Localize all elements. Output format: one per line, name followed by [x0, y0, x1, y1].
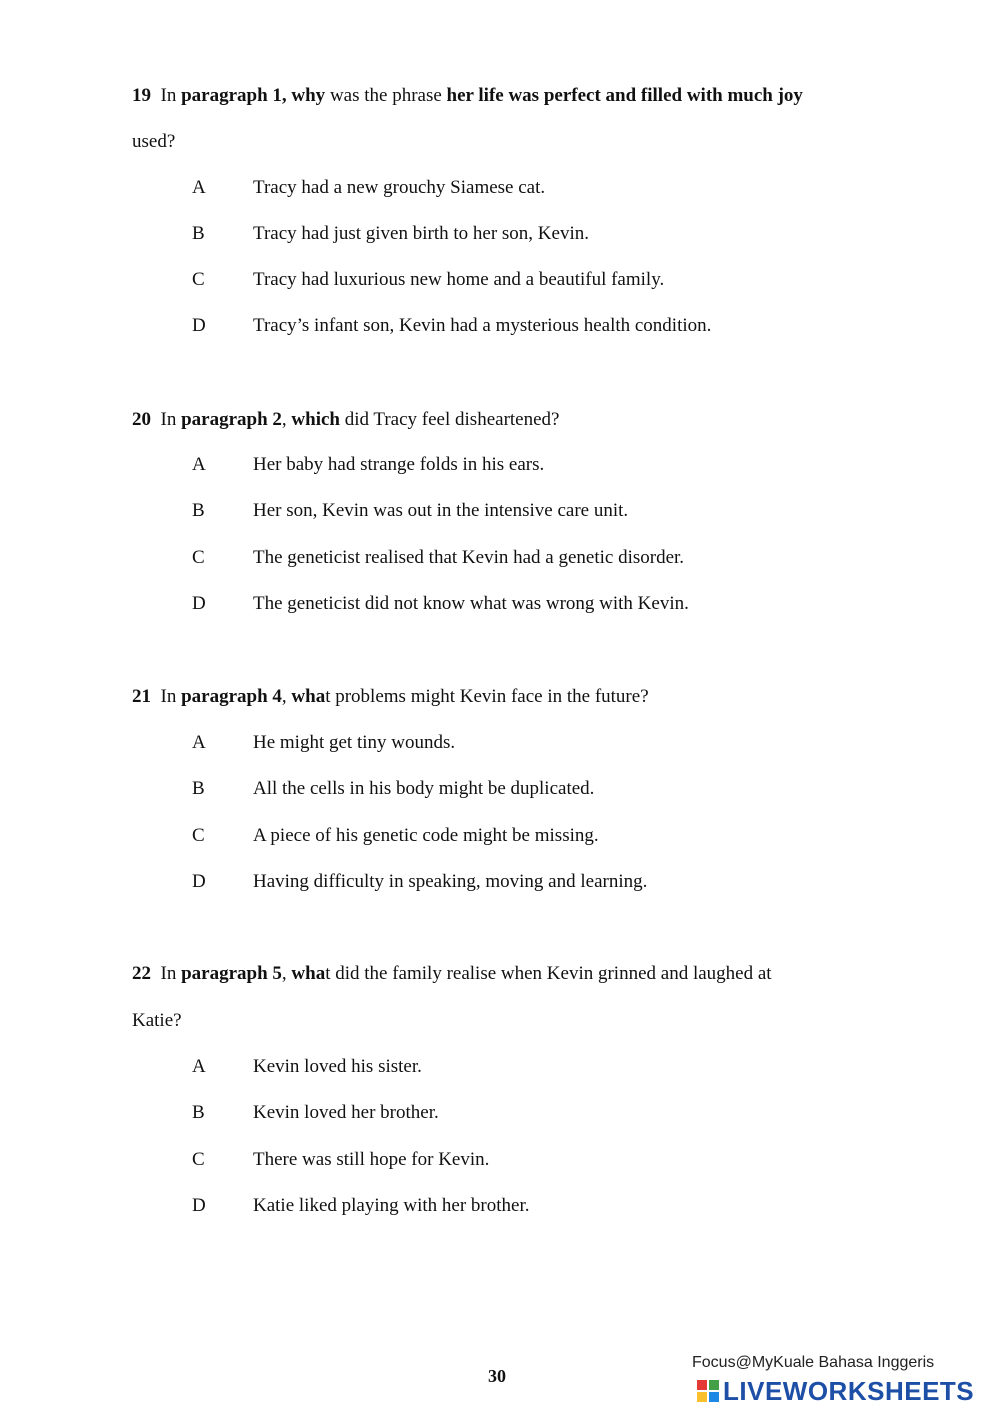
option-letter: A [192, 1056, 206, 1077]
liveworksheets-logo-icon [697, 1380, 719, 1402]
option-letter: B [192, 223, 205, 244]
question-bold-text: her life was perfect and filled with much joy [446, 85, 803, 106]
question-text: t problems might Kevin face in the future? [325, 686, 649, 707]
option-text: He might get tiny wounds. [253, 732, 456, 753]
option-text: A piece of his genetic code might be missing. [253, 825, 599, 846]
question-text: Katie? [132, 1010, 182, 1031]
option-text: All the cells in his body might be duplicated. [253, 778, 595, 799]
question-bold-text: wha [291, 686, 326, 707]
question-text: used? [132, 131, 176, 152]
question-text: In [160, 963, 182, 984]
option-letter: D [192, 1195, 206, 1216]
question-21-line-1 [132, 685, 649, 709]
option-letter: B [192, 1102, 205, 1123]
option-text: The geneticist did not know what was wrong with Kevin. [253, 593, 689, 614]
option-text: Tracy had luxurious new home and a beautiful family. [253, 269, 665, 290]
question-text: , [281, 686, 292, 707]
option-letter: D [192, 315, 206, 336]
question-number: 19 [132, 85, 151, 106]
option-text: Her son, Kevin was out in the intensive care unit. [253, 500, 629, 521]
question-22-line-2 [132, 1009, 182, 1033]
option-text: Tracy’s infant son, Kevin had a mysterious health condition. [253, 315, 712, 336]
question-bold-text: wha [291, 963, 326, 984]
question-22-line-1 [132, 962, 772, 986]
question-19-line-1 [132, 84, 803, 108]
option-letter: C [192, 1149, 205, 1170]
option-text: The geneticist realised that Kevin had a genetic disorder. [253, 547, 685, 568]
option-text: Tracy had a new grouchy Siamese cat. [253, 177, 546, 198]
option-letter: C [192, 825, 205, 846]
question-text: did Tracy feel disheartened? [339, 409, 560, 430]
option-text: Her baby had strange folds in his ears. [253, 454, 545, 475]
footer-credit: Focus@MyKuale Bahasa Inggeris [692, 1354, 935, 1371]
option-text: Having difficulty in speaking, moving and learning. [253, 871, 648, 892]
question-bold-text: paragraph 5 [181, 963, 282, 984]
question-text: In [160, 686, 182, 707]
option-letter: C [192, 547, 205, 568]
option-letter: D [192, 871, 206, 892]
option-letter: C [192, 269, 205, 290]
question-text: In [160, 409, 182, 430]
question-text: , [281, 963, 292, 984]
option-letter: A [192, 732, 206, 753]
question-bold-text: paragraph 4 [181, 686, 282, 707]
page-number: 30 [488, 1366, 506, 1386]
question-number: 22 [132, 963, 151, 984]
question-text: t did the family realise when Kevin grinned and laughed at [325, 963, 772, 984]
question-19-line-2 [132, 130, 175, 154]
option-letter: A [192, 177, 206, 198]
option-text: Kevin loved his sister. [253, 1056, 422, 1077]
option-text: Kevin loved her brother. [253, 1102, 439, 1123]
question-bold-text: which [291, 409, 340, 430]
option-text: Katie liked playing with her brother. [253, 1195, 530, 1216]
question-20-line-1 [132, 408, 559, 432]
brand-name: LIVEWORKSHEETS [723, 1376, 975, 1406]
option-text: Tracy had just given birth to her son, Kevin. [253, 223, 589, 244]
option-letter: A [192, 454, 206, 475]
question-number: 21 [132, 686, 151, 707]
question-text: was the phrase [325, 85, 447, 106]
option-letter: D [192, 593, 206, 614]
option-letter: B [192, 500, 205, 521]
liveworksheets-brand[interactable] [697, 1376, 974, 1406]
question-bold-text: paragraph 1, why [181, 85, 326, 106]
question-bold-text: paragraph 2 [181, 409, 282, 430]
question-text: In [160, 85, 182, 106]
question-text: , [281, 409, 292, 430]
option-letter: B [192, 778, 205, 799]
option-text: There was still hope for Kevin. [253, 1149, 490, 1170]
question-number: 20 [132, 409, 151, 430]
